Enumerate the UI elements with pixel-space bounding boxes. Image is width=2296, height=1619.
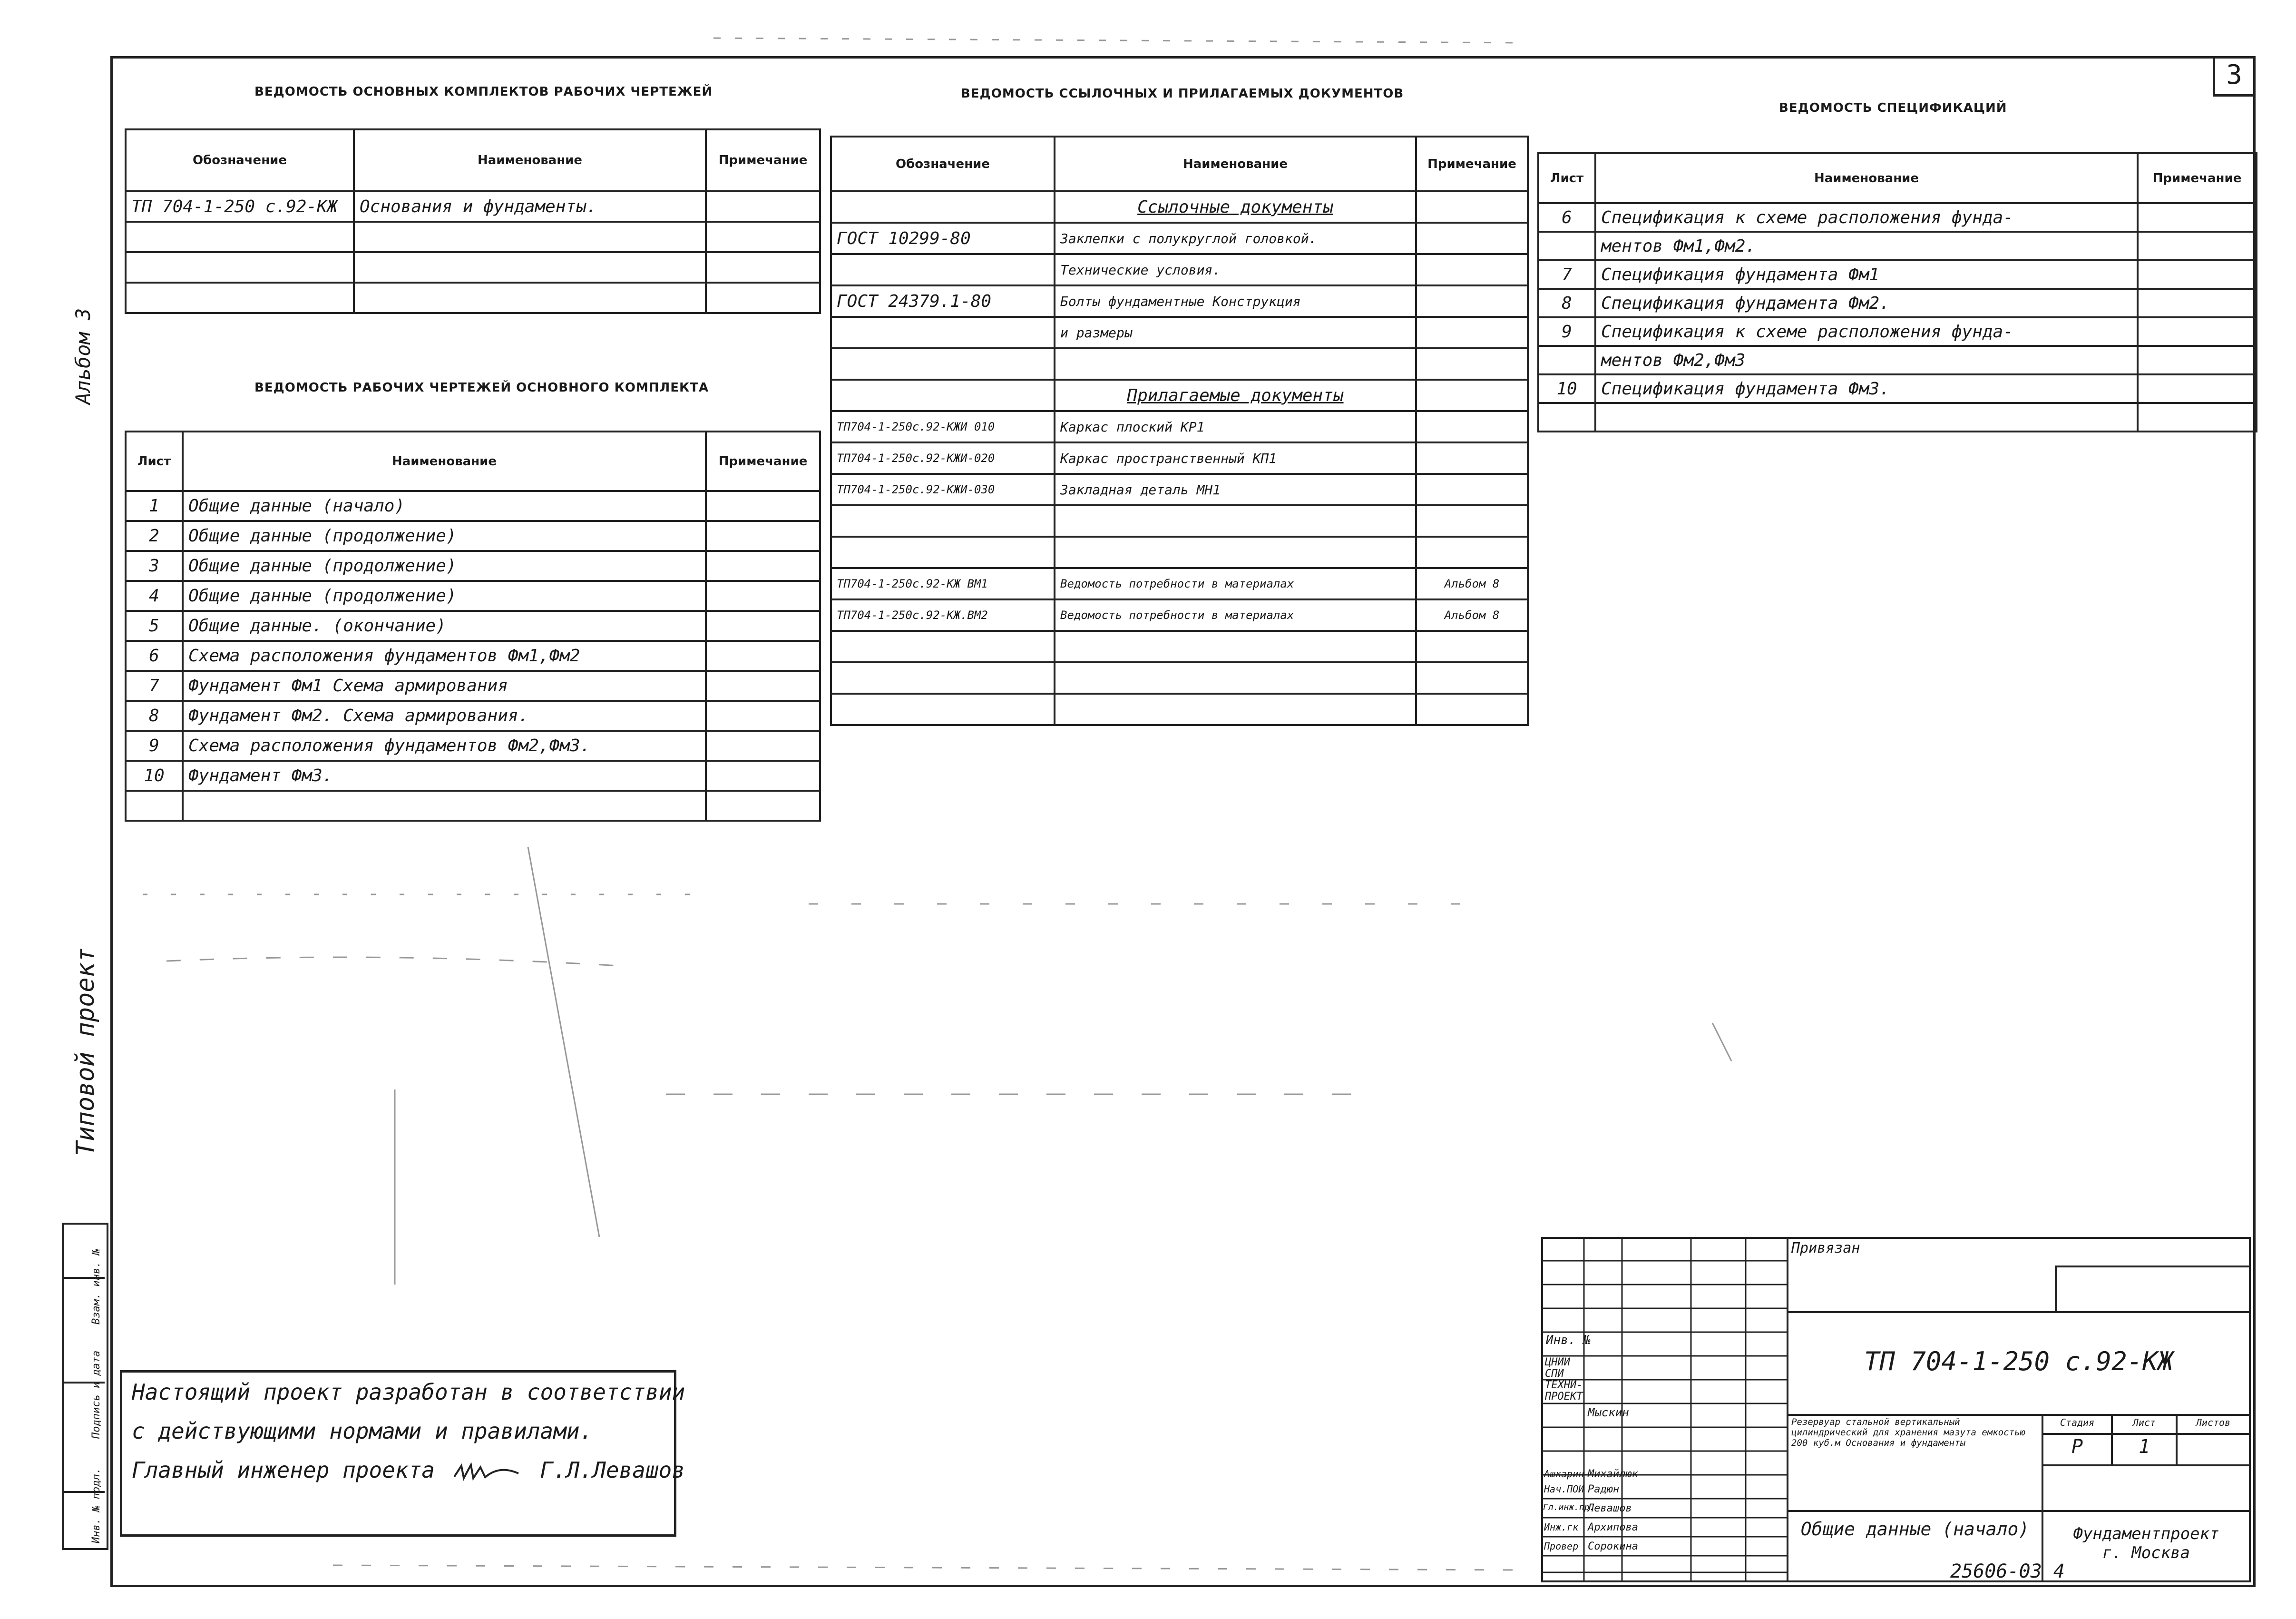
stamp-sheet: 1 (2111, 1433, 2178, 1466)
sheet-name: Общие данные (продолжение) (183, 551, 706, 581)
spec-sheet: 9 (1538, 317, 1595, 346)
sheet-name: Схема расположения фундаментов Фм2,Фм3. (183, 731, 706, 761)
specs-table (1537, 152, 2257, 432)
volume-designation: ТП704-1-250с.92-КЖ ВМ1 (831, 568, 1055, 599)
header-note: Примечание (2138, 153, 2257, 203)
sheet-number: 7 (126, 671, 183, 701)
left-stamp-strip (62, 1223, 108, 1550)
stamp-role: Инж.гк (1544, 1521, 1579, 1533)
sheet-name: Общие данные (продолжение) (183, 521, 706, 551)
header-sheet: Лист (1538, 153, 1595, 203)
stamp-person-name: Михайлюк (1588, 1468, 1638, 1480)
ref-designation: ГОСТ 24379.1-80 (831, 285, 1055, 317)
sheet-name: Общие данные (начало) (183, 491, 706, 521)
sheet-number: 10 (126, 761, 183, 791)
volume-note: Альбом 8 (1416, 568, 1528, 599)
attached-designation: ТП704-1-250с.92-КЖИ 010 (831, 411, 1055, 442)
spec-name: Спецификация к схеме расположения фунда- (1595, 317, 2138, 346)
sheet-name: Общие данные (продолжение) (183, 581, 706, 611)
stamp-sheet-header: Лист (2111, 1414, 2178, 1435)
stamp-company: Фундаментпроект (2073, 1524, 2219, 1543)
header-note: Примечание (706, 432, 820, 491)
main-sets-table (125, 128, 821, 314)
volume-name: Ведомость потребности в материалах (1055, 599, 1416, 631)
stamp-city: г. Москва (2102, 1543, 2190, 1562)
working-drawings-title: ВЕДОМОСТЬ РАБОЧИХ ЧЕРТЕЖЕЙ ОСНОВНОГО КОМПЛЕКТА (254, 381, 709, 395)
spec-sheet: 10 (1538, 374, 1595, 403)
project-label: Типовой проект (71, 947, 100, 1156)
main-set-designation: ТП 704-1-250 с.92-КЖ (126, 191, 354, 222)
stamp-stage: Р (2042, 1433, 2113, 1466)
stamp-person-name: Сорокина (1588, 1541, 1638, 1552)
sheet-number: 5 (126, 611, 183, 641)
ref-docs-title: ВЕДОМОСТЬ ССЫЛОЧНЫХ И ПРИЛАГАЕМЫХ ДОКУМЕНТОВ (961, 87, 1404, 101)
spec-name: Спецификация фундамента Фм3. (1595, 374, 2138, 403)
stamp-inv: Инв. № (1546, 1333, 1591, 1347)
stamp-doc-code: ТП 704-1-250 с.92-КЖ (1787, 1311, 2251, 1416)
ref-designation: ГОСТ 10299-80 (831, 223, 1055, 254)
signature-icon (452, 1460, 523, 1484)
note-line-2: с действующими нормами и правилами. (132, 1418, 593, 1444)
attached-designation: ТП704-1-250с.92-КЖИ-020 (831, 442, 1055, 474)
spec-sheet: 7 (1538, 260, 1595, 289)
note-signer: Г.Л.Левашов (540, 1457, 685, 1483)
strip-label-sign: Подпись и дата (90, 1350, 102, 1439)
stamp-stage-header: Стадия (2042, 1414, 2113, 1435)
album-label: Альбом 3 (71, 308, 95, 404)
page-number: 3 (2213, 56, 2253, 97)
stamp-person-name: Архипова (1588, 1521, 1638, 1533)
ref-name: Технические условия. (1055, 254, 1416, 285)
header-sheet: Лист (126, 432, 183, 491)
volume-designation: ТП704-1-250с.92-КЖ.ВМ2 (831, 599, 1055, 631)
stamp-sheet-title: Общие данные (начало) (1787, 1510, 2043, 1582)
stamp-role: Гл.инж.пр. (1543, 1502, 1595, 1512)
attached-designation: ТП704-1-250с.92-КЖИ-030 (831, 474, 1055, 505)
ref-name: Болты фундаментные Конструкция (1055, 285, 1416, 317)
header-name: Наименование (1055, 137, 1416, 191)
main-set-name: Основания и фундаменты. (354, 191, 706, 222)
spec-name: ментов Фм2,Фм3 (1595, 346, 2138, 374)
spec-title: ВЕДОМОСТЬ СПЕЦИФИКАЦИЙ (1779, 101, 2007, 115)
stamp-role: Провер (1544, 1541, 1579, 1552)
spec-name: Спецификация фундамента Фм1 (1595, 260, 2138, 289)
sheet-number: 8 (126, 701, 183, 731)
spec-sheet: 8 (1538, 289, 1595, 317)
stamp-person-name: Радюн (1588, 1483, 1620, 1495)
spec-name: ментов Фм1,Фм2. (1595, 232, 2138, 260)
sheet-number: 9 (126, 731, 183, 761)
sheet-number: 4 (126, 581, 183, 611)
sheet-name: Фундамент Фм2. Схема армирования. (183, 701, 706, 731)
ref-name: Заклепки с полукруглой головкой. (1055, 223, 1416, 254)
stamp-role: Нач.ПОИ (1544, 1483, 1584, 1495)
stamp-org: ЦНИИ СПИ ТЕХНИ- ПРОЕКТ (1545, 1356, 1583, 1403)
sheet-name: Фундамент Фм1 Схема армирования (183, 671, 706, 701)
main-set-note (706, 191, 820, 222)
header-name: Наименование (183, 432, 706, 491)
spec-sheet: 6 (1538, 203, 1595, 232)
spec-name: Спецификация к схеме расположения фунда- (1595, 203, 2138, 232)
attached-name: Каркас пространственный КП1 (1055, 442, 1416, 474)
stamp-person-name: Левашов (1588, 1502, 1632, 1514)
stamp-bound-label: Привязан (1791, 1240, 1860, 1256)
note-line-1: Настоящий проект разработан в соответствии (132, 1379, 685, 1405)
sheet-number: 1 (126, 491, 183, 521)
stamp-person-name: Мыскин (1588, 1406, 1629, 1419)
stamp-sheets-header: Листов (2176, 1414, 2251, 1435)
ref-heading: Ссылочные документы (1055, 191, 1416, 223)
working-drawings-table (125, 431, 821, 822)
strip-label-replace: Взам. инв. № (90, 1249, 102, 1325)
header-name: Наименование (1595, 153, 2138, 203)
header-name: Наименование (354, 129, 706, 191)
archive-number: 25606-03 4 (1950, 1560, 2065, 1582)
header-designation: Обозначение (126, 129, 354, 191)
note-line-3: Главный инженер проекта (132, 1457, 435, 1483)
spec-name: Спецификация фундамента Фм2. (1595, 289, 2138, 317)
attached-name: Каркас плоский КР1 (1055, 411, 1416, 442)
ref-name: и размеры (1055, 317, 1416, 348)
attached-name: Закладная деталь МН1 (1055, 474, 1416, 505)
sheet-name: Фундамент Фм3. (183, 761, 706, 791)
strip-label-inv: Инв. № подл. (90, 1468, 102, 1543)
header-designation: Обозначение (831, 137, 1055, 191)
header-note: Примечание (706, 129, 820, 191)
stamp-role: Ашкарин (1544, 1468, 1584, 1480)
ref-docs-table (830, 136, 1529, 726)
main-sets-title: ВЕДОМОСТЬ ОСНОВНЫХ КОМПЛЕКТОВ РАБОЧИХ ЧЕРТЕЖЕЙ (254, 85, 713, 99)
sheet-name: Общие данные. (окончание) (183, 611, 706, 641)
stamp-description: Резервуар стальной вертикальный цилиндрический для хранения мазута емкостью 200 куб.м Основания и фундаменты (1787, 1414, 2043, 1512)
attached-heading: Прилагаемые документы (1055, 380, 1416, 411)
sheet-number: 6 (126, 641, 183, 671)
header-note: Примечание (1416, 137, 1528, 191)
volume-name: Ведомость потребности в материалах (1055, 568, 1416, 599)
sheet-number: 2 (126, 521, 183, 551)
sheet-number: 3 (126, 551, 183, 581)
sheet-name: Схема расположения фундаментов Фм1,Фм2 (183, 641, 706, 671)
compliance-note (120, 1370, 685, 1537)
volume-note: Альбом 8 (1416, 599, 1528, 631)
title-block (1541, 1237, 2251, 1582)
